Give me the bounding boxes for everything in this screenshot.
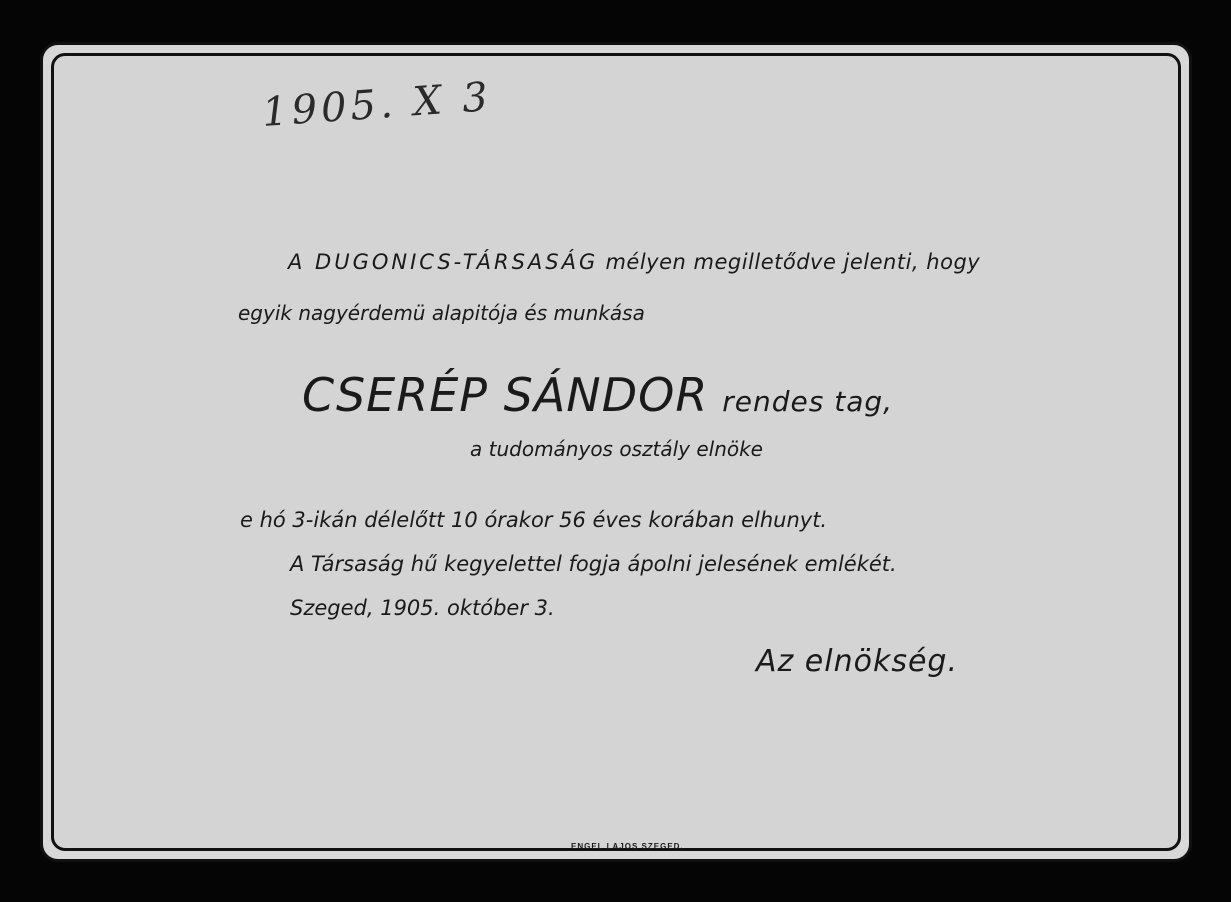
place-and-date: Szeged, 1905. október 3. — [290, 596, 555, 620]
memorial-statement: A Társaság hű kegyelettel fogja ápolni jelesének emlékét. — [290, 552, 897, 576]
announcement-line-1 — [288, 250, 980, 274]
signature: Az elnökség. — [756, 644, 959, 679]
card-border — [51, 53, 1181, 851]
society-name: A DUGONICS-TÁRSASÁG — [288, 250, 599, 274]
printer-imprint: ENGEL LAJOS SZEGED. — [571, 842, 684, 851]
handwritten-date-note: 1905. X 3 — [260, 74, 494, 136]
announcement-line-1-rest: mélyen megilletődve jelenti, hogy — [605, 250, 981, 274]
membership-status: rendes tag, — [722, 385, 894, 418]
death-details: e hó 3-ikán délelőtt 10 órakor 56 éves korában elhunyt. — [240, 508, 828, 532]
deceased-name: CSERÉP SÁNDOR — [302, 368, 709, 422]
mourning-card — [40, 42, 1192, 862]
deceased-name-line — [302, 368, 893, 422]
announcement-line-2: egyik nagyérdemü alapitója és munkása — [238, 301, 645, 325]
deceased-title: a tudományos osztály elnöke — [470, 437, 763, 461]
